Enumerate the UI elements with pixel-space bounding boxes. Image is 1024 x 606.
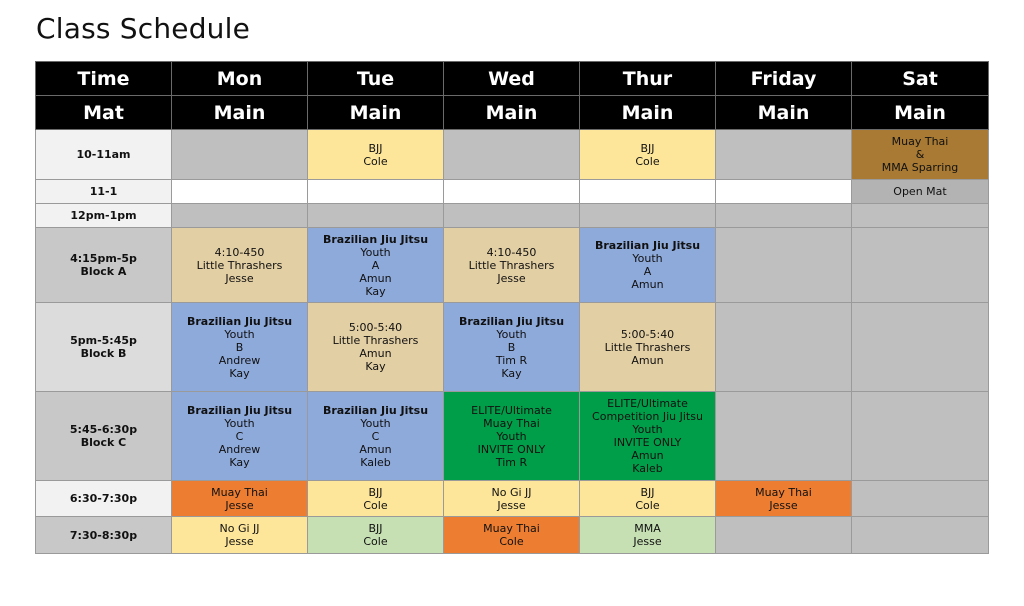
header-time: Time — [36, 62, 172, 96]
class-cell: Muay Thai & MMA Sparring — [852, 130, 989, 180]
class-cell: Brazilian Jiu Jitsu Youth B Andrew Kay — [172, 303, 308, 392]
header-main-friday: Main — [716, 96, 852, 130]
class-cell: No Gi JJ Jesse — [444, 481, 580, 517]
row-6-30-7-30p — [36, 481, 989, 517]
class-cell: 4:10-450 Little Thrashers Jesse — [172, 228, 308, 303]
row-10-11am — [36, 130, 989, 180]
row-block-a — [36, 228, 989, 303]
empty-cell — [852, 517, 989, 554]
row-block-c — [36, 392, 989, 481]
empty-cell — [444, 130, 580, 180]
empty-cell — [308, 180, 444, 204]
empty-cell — [852, 392, 989, 481]
class-cell: Muay Thai Jesse — [716, 481, 852, 517]
empty-cell — [852, 204, 989, 228]
empty-cell — [308, 204, 444, 228]
empty-cell — [716, 204, 852, 228]
class-cell: 5:00-5:40 Little Thrashers Amun Kay — [308, 303, 444, 392]
header-wed: Wed — [444, 62, 580, 96]
empty-cell — [716, 392, 852, 481]
empty-cell — [716, 303, 852, 392]
class-cell: Brazilian Jiu Jitsu Youth C Amun Kaleb — [308, 392, 444, 481]
header-main-wed: Main — [444, 96, 580, 130]
class-cell: Muay Thai Jesse — [172, 481, 308, 517]
time-cell: 10-11am — [36, 130, 172, 180]
class-cell: MMA Jesse — [580, 517, 716, 554]
header-row-mat — [36, 96, 989, 130]
header-row-days — [36, 62, 989, 96]
time-cell: 7:30-8:30p — [36, 517, 172, 554]
header-mon: Mon — [172, 62, 308, 96]
class-cell: BJJ Cole — [308, 130, 444, 180]
header-thur: Thur — [580, 62, 716, 96]
class-cell: 5:00-5:40 Little Thrashers Amun — [580, 303, 716, 392]
class-cell: No Gi JJ Jesse — [172, 517, 308, 554]
class-cell: 4:10-450 Little Thrashers Jesse — [444, 228, 580, 303]
time-cell: 4:15pm-5p Block A — [36, 228, 172, 303]
empty-cell — [172, 130, 308, 180]
class-cell: BJJ Cole — [308, 517, 444, 554]
header-main-sat: Main — [852, 96, 989, 130]
empty-cell — [172, 204, 308, 228]
empty-cell — [716, 228, 852, 303]
class-cell: Brazilian Jiu Jitsu Youth A Amun Kay — [308, 228, 444, 303]
time-cell: 11-1 — [36, 180, 172, 204]
time-cell: 5pm-5:45p Block B — [36, 303, 172, 392]
schedule-table — [35, 61, 989, 554]
empty-cell — [444, 180, 580, 204]
time-cell: 6:30-7:30p — [36, 481, 172, 517]
empty-cell — [580, 204, 716, 228]
page-title: Class Schedule — [36, 12, 251, 45]
class-cell: Brazilian Jiu Jitsu Youth A Amun — [580, 228, 716, 303]
class-cell: BJJ Cole — [580, 130, 716, 180]
class-cell: Open Mat — [852, 180, 989, 204]
class-cell: Brazilian Jiu Jitsu Youth B Tim R Kay — [444, 303, 580, 392]
header-sat: Sat — [852, 62, 989, 96]
header-main-thur: Main — [580, 96, 716, 130]
empty-cell — [716, 130, 852, 180]
class-cell: ELITE/Ultimate Muay Thai Youth INVITE ONLY Tim R — [444, 392, 580, 481]
empty-cell — [716, 517, 852, 554]
class-cell: Brazilian Jiu Jitsu Youth C Andrew Kay — [172, 392, 308, 481]
header-main-tue: Main — [308, 96, 444, 130]
empty-cell — [172, 180, 308, 204]
row-11-1 — [36, 180, 989, 204]
empty-cell — [716, 180, 852, 204]
header-friday: Friday — [716, 62, 852, 96]
class-cell: BJJ Cole — [308, 481, 444, 517]
empty-cell — [580, 180, 716, 204]
class-cell: BJJ Cole — [580, 481, 716, 517]
row-12pm-1pm — [36, 204, 989, 228]
class-cell: Muay Thai Cole — [444, 517, 580, 554]
time-cell: 5:45-6:30p Block C — [36, 392, 172, 481]
header-tue: Tue — [308, 62, 444, 96]
row-7-30-8-30p — [36, 517, 989, 554]
header-mat: Mat — [36, 96, 172, 130]
empty-cell — [852, 303, 989, 392]
empty-cell — [852, 228, 989, 303]
empty-cell — [852, 481, 989, 517]
header-main-mon: Main — [172, 96, 308, 130]
row-block-b — [36, 303, 989, 392]
empty-cell — [444, 204, 580, 228]
time-cell: 12pm-1pm — [36, 204, 172, 228]
class-cell: ELITE/Ultimate Competition Jiu Jitsu Youth INVITE ONLY Amun Kaleb — [580, 392, 716, 481]
